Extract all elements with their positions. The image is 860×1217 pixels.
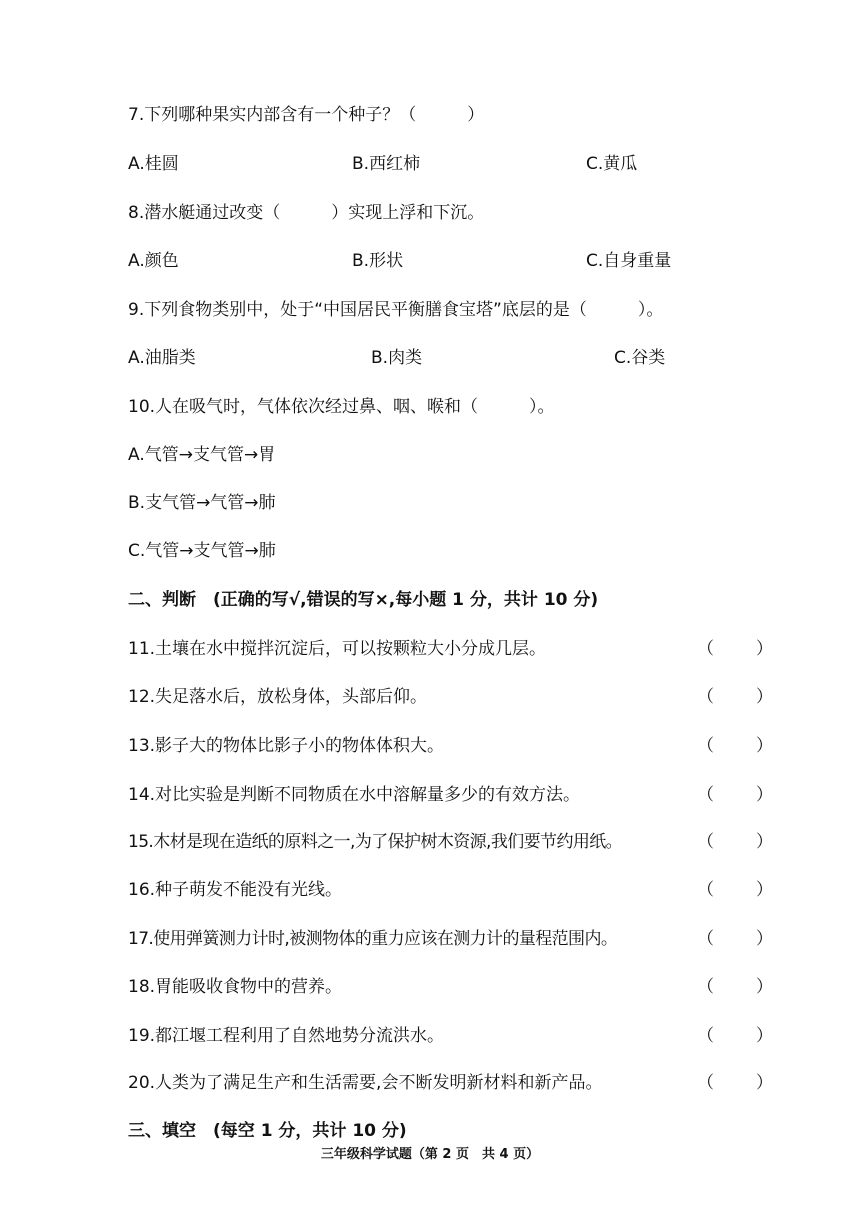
answer-paren-19 — [697, 1025, 773, 1047]
tf-question-18: 18.胃能吸收食物中的营养。 — [128, 977, 343, 997]
paren-close: ） — [756, 880, 773, 900]
question-7-option-c: C.黄瓜 — [586, 154, 638, 174]
question-10-option-b: B.支气管→气管→肺 — [128, 493, 276, 513]
paren-open: （ — [697, 880, 714, 900]
tf-question-15: 15.木材是现在造纸的原料之一,为了保护树木资源,我们要节约用纸。 — [128, 832, 623, 852]
paren-close: ） — [756, 687, 773, 707]
tf-question-17: 17.使用弹簧测力计时,被测物体的重力应该在测力计的量程范围内。 — [128, 929, 618, 949]
question-8-stem: 8.潜水艇通过改变（ ）实现上浮和下沉。 — [128, 203, 485, 223]
paren-close: ） — [756, 1073, 773, 1093]
answer-paren-14 — [697, 784, 773, 806]
tf-question-16: 16.种子萌发不能没有光线。 — [128, 880, 343, 900]
section-3-heading: 三、填空 (每空 1 分，共计 10 分) — [128, 1121, 407, 1141]
paren-close: ） — [756, 736, 773, 756]
question-7-option-a: A.桂圆 — [128, 154, 179, 174]
answer-paren-20 — [697, 1072, 773, 1094]
paren-open: （ — [697, 1073, 714, 1093]
question-7-stem: 7.下列哪种果实内部含有一个种子？（ ） — [128, 105, 485, 125]
question-7-option-b: B.西红柿 — [352, 154, 421, 174]
tf-question-14: 14.对比实验是判断不同物质在水中溶解量多少的有效方法。 — [128, 785, 581, 805]
answer-paren-15 — [697, 831, 773, 853]
question-9-option-c: C.谷类 — [614, 348, 666, 368]
paren-close: ） — [756, 929, 773, 949]
paren-open: （ — [697, 639, 714, 659]
answer-paren-16 — [697, 879, 773, 901]
paren-open: （ — [697, 1026, 714, 1046]
answer-paren-17 — [697, 928, 773, 950]
paren-close: ） — [756, 977, 773, 997]
answer-paren-11 — [697, 638, 773, 660]
question-9-option-a: A.油脂类 — [128, 348, 196, 368]
tf-question-13: 13.影子大的物体比影子小的物体体积大。 — [128, 736, 445, 756]
paren-close: ） — [756, 1026, 773, 1046]
paren-open: （ — [697, 929, 714, 949]
question-10-option-c: C.气管→支气管→肺 — [128, 541, 276, 561]
paren-open: （ — [697, 687, 714, 707]
question-9-option-b: B.肉类 — [371, 348, 423, 368]
paren-close: ） — [756, 785, 773, 805]
paren-close: ） — [756, 832, 773, 852]
tf-question-12: 12.失足落水后，放松身体，头部后仰。 — [128, 687, 428, 707]
paren-open: （ — [697, 832, 714, 852]
answer-paren-13 — [697, 735, 773, 757]
question-8-option-c: C.自身重量 — [586, 251, 672, 271]
question-8-option-a: A.颜色 — [128, 251, 179, 271]
answer-paren-18 — [697, 976, 773, 998]
paren-open: （ — [697, 977, 714, 997]
tf-question-19: 19.都江堰工程利用了自然地势分流洪水。 — [128, 1026, 445, 1046]
question-10-stem: 10.人在吸气时，气体依次经过鼻、咽、喉和（ ）。 — [128, 397, 555, 417]
question-10-option-a: A.气管→支气管→胃 — [128, 445, 276, 465]
answer-paren-12 — [697, 686, 773, 708]
page-footer: 三年级科学试题（第 2 页 共 4 页） — [320, 1147, 540, 1162]
question-8-option-b: B.形状 — [352, 251, 404, 271]
tf-question-11: 11.土壤在水中搅拌沉淀后，可以按颗粒大小分成几层。 — [128, 639, 547, 659]
tf-question-20: 20.人类为了满足生产和生活需要,会不断发明新材料和新产品。 — [128, 1073, 603, 1093]
paren-close: ） — [756, 639, 773, 659]
paren-open: （ — [697, 736, 714, 756]
question-9-stem: 9.下列食物类别中，处于“中国居民平衡膳食宝塔”底层的是（ ）。 — [128, 300, 664, 320]
section-2-heading: 二、判断 (正确的写√,错误的写×,每小题 1 分，共计 10 分) — [128, 590, 599, 610]
paren-open: （ — [697, 785, 714, 805]
